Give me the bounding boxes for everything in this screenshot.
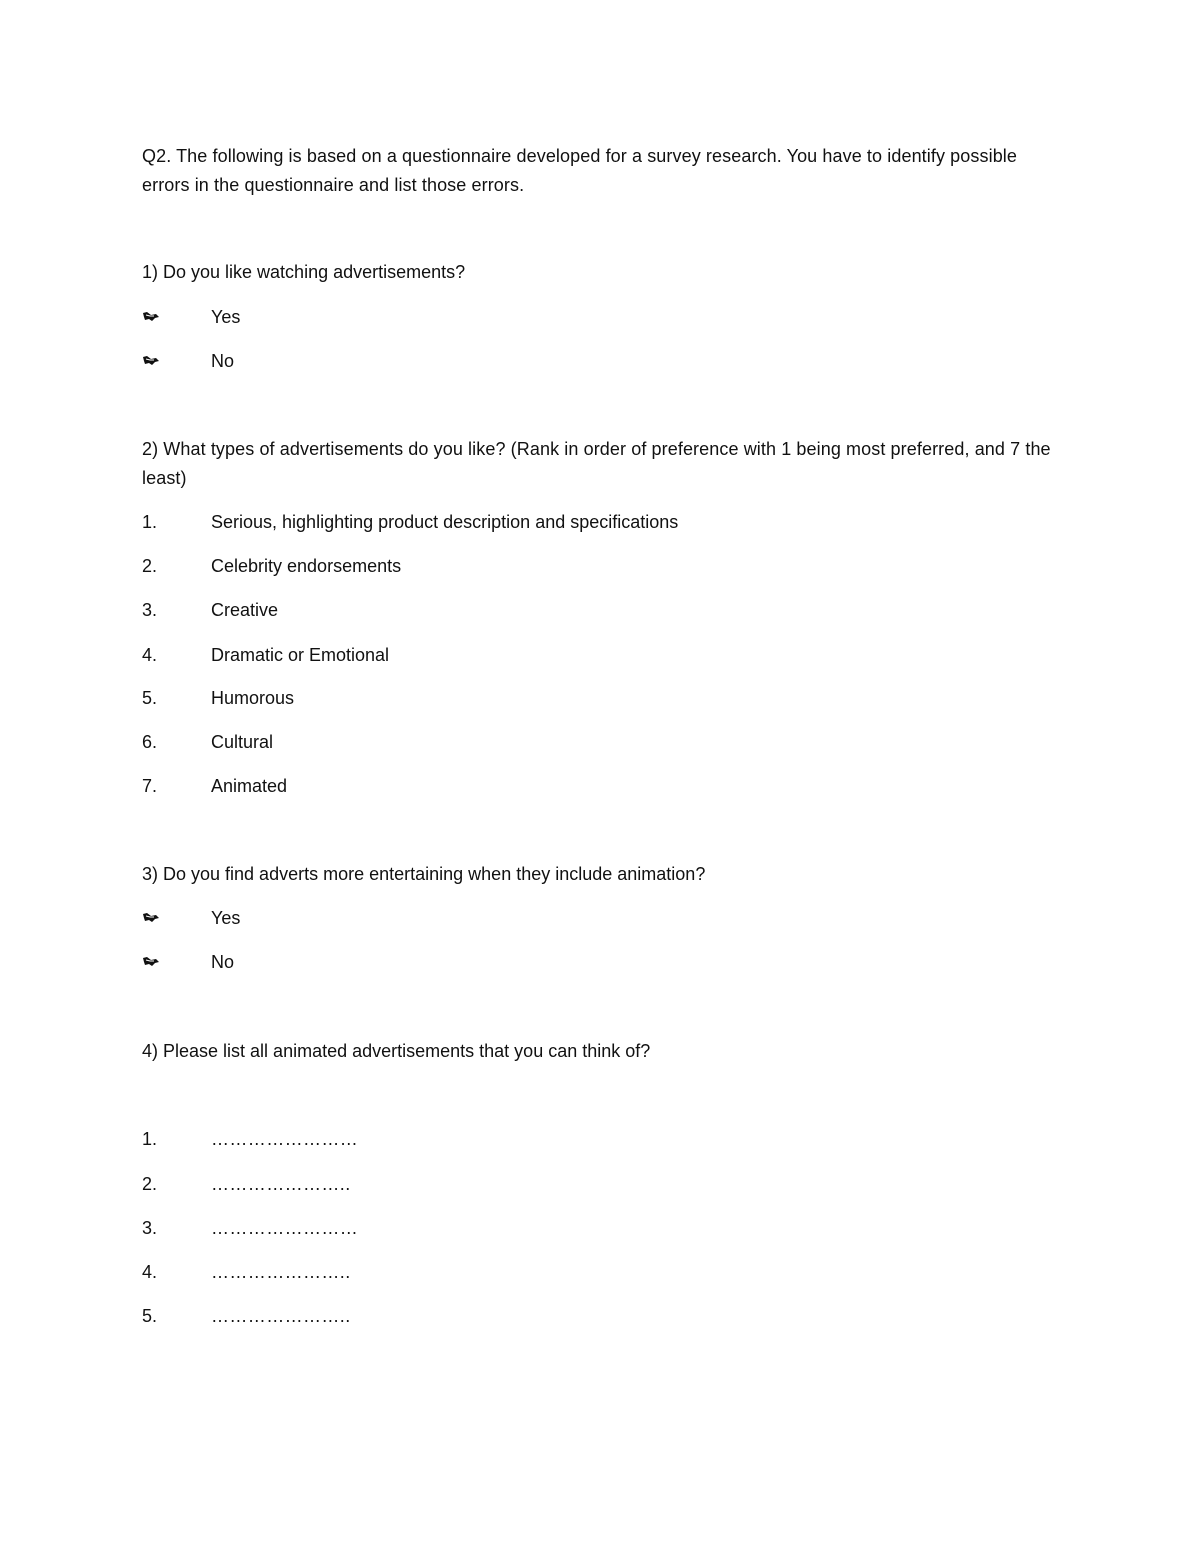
list-number: 4. (142, 1262, 158, 1282)
question-3-option-yes: Yes (211, 908, 241, 928)
checkbox-bullet-icon (142, 310, 160, 324)
question-3-option-no: No (211, 952, 235, 972)
question-2-option: Humorous (211, 688, 295, 708)
question-1-text: 1) Do you like watching advertisements? (142, 262, 466, 282)
list-number: 5. (142, 1306, 158, 1326)
question-2-option: Celebrity endorsements (211, 556, 402, 576)
intro-paragraph: Q2. The following is based on a questionnaire developed for a survey research. You have to identify possible errors in the questionnaire and list those errors. (142, 146, 1018, 195)
question-2-option: Serious, highlighting product description and specifications (211, 512, 679, 532)
checkbox-bullet-icon (142, 354, 160, 368)
list-number: 1. (142, 512, 158, 532)
list-number: 3. (142, 600, 158, 620)
question-2-option: Cultural (211, 732, 274, 752)
checkbox-bullet-icon (142, 911, 160, 925)
question-2-option: Dramatic or Emotional (211, 645, 390, 665)
list-number: 1. (142, 1129, 158, 1149)
list-number: 6. (142, 732, 158, 752)
question-2-option: Animated (211, 776, 288, 796)
question-3-text: 3) Do you find adverts more entertaining when they include animation? (142, 864, 706, 884)
answer-blank: ………………….. (211, 1262, 351, 1282)
question-1-option-yes: Yes (211, 307, 241, 327)
list-number: 3. (142, 1218, 158, 1238)
answer-blank: ………………….. (211, 1174, 351, 1194)
list-number: 7. (142, 776, 158, 796)
question-2-option: Creative (211, 600, 279, 620)
answer-blank: …………………… (211, 1129, 359, 1149)
question-1-option-no: No (211, 351, 235, 371)
answer-blank: …………………… (211, 1218, 359, 1238)
checkbox-bullet-icon (142, 955, 160, 969)
answer-blank: ………………….. (211, 1306, 351, 1326)
list-number: 2. (142, 556, 158, 576)
question-2-text: 2) What types of advertisements do you like? (Rank in order of preference with 1 being most preferred, and 7 the least) (142, 439, 1051, 488)
list-number: 5. (142, 688, 158, 708)
list-number: 4. (142, 645, 158, 665)
question-4-text: 4) Please list all animated advertisements that you can think of? (142, 1041, 651, 1061)
list-number: 2. (142, 1174, 158, 1194)
